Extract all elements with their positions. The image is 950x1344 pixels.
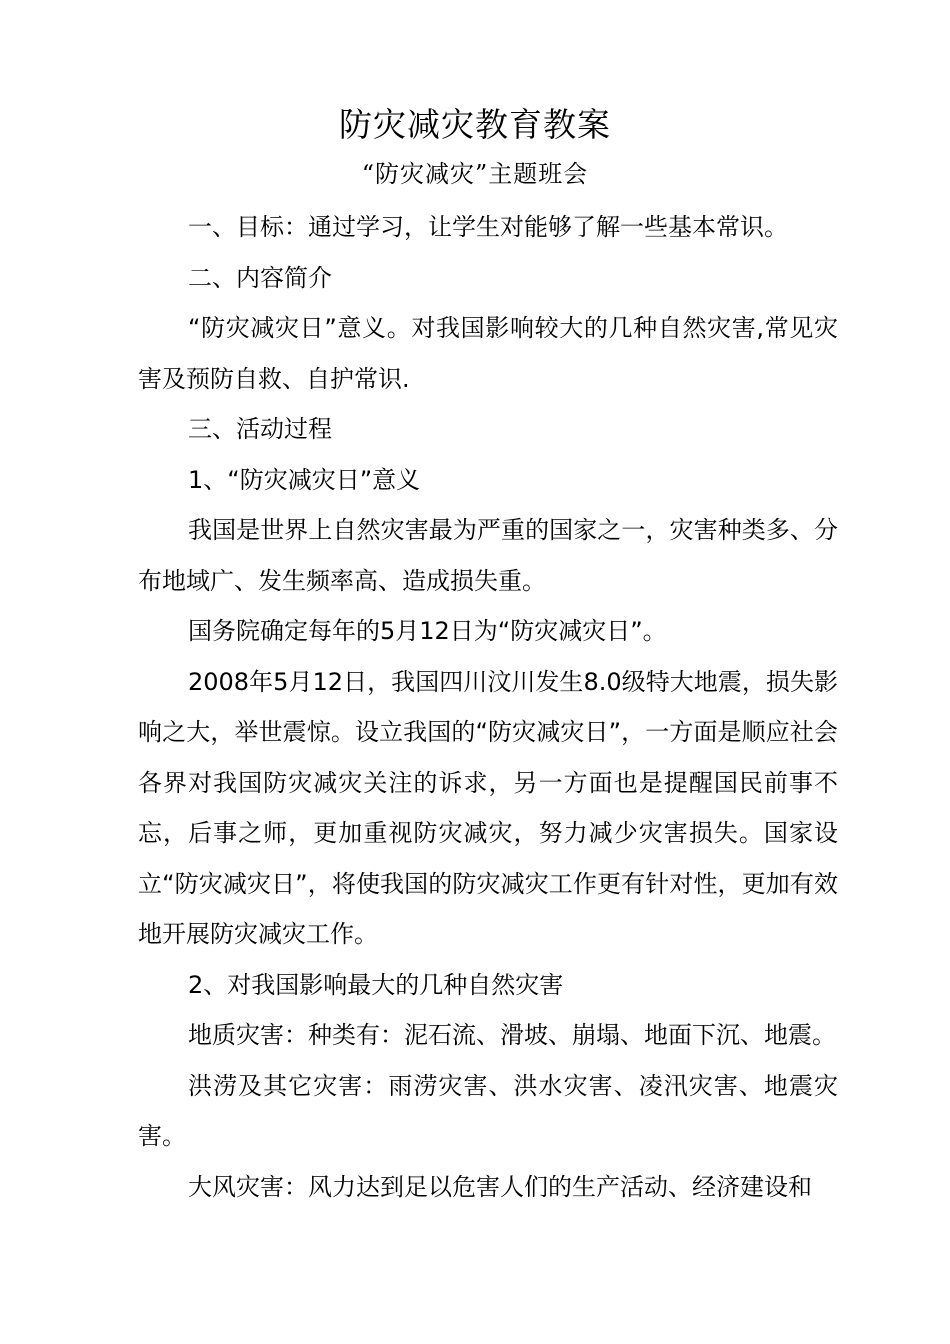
heading-activity-process: 三、活动过程 [188, 415, 332, 443]
paragraph-wind: 大风灾害：风力达到足以危害人们的生产活动、经济建设和 [188, 1172, 812, 1201]
paragraph-disaster-country: 我国是世界上自然灾害最为严重的国家之一，灾害种类多、分布地域广、发生频率高、造成损失重。 [138, 516, 838, 595]
paragraph-flood: 洪涝及其它灾害：雨涝灾害、洪水灾害、凌汛灾害、地震灾害。 [138, 1071, 838, 1150]
document-subtitle: “防灾减灾”主题班会 [361, 160, 589, 188]
heading-content-intro: 二、内容简介 [188, 263, 332, 292]
document-body [138, 202, 838, 1212]
heading-major-disasters: 2、对我国影响最大的几种自然灾害 [188, 970, 564, 999]
heading-day-meaning: 1、“防灾减灾日”意义 [188, 465, 421, 494]
paragraph-geological: 地质灾害：种类有：泥石流、滑坡、崩塌、地面下沉、地震。 [188, 1021, 836, 1049]
paragraph-wenchuan: 2008年5月12日，我国四川汶川发生8.0级特大地震，损失影响之大，举世震惊。设立我国的“防灾减灾日”，一方面是顺应社会各界对我国防灾减灾关注的诉求，另一方面也是提醒国民前事不忘，后事之师，更加重视防灾减灾，努力减少灾害损失。国家设立“防灾减灾日”，将使我国的防灾减灾工作更有针对性，更加有效地开展防灾减灾工作。 [138, 667, 838, 948]
document-title: 防灾减灾教育教案 [339, 105, 611, 144]
paragraph-goal: 一、目标：通过学习，让学生对能够了解一些基本常识。 [188, 213, 788, 241]
paragraph-content-intro: “防灾减灾日”意义。对我国影响较大的几种自然灾害,常见灾害及预防自救、自护常识. [138, 314, 838, 393]
paragraph-state-council: 国务院确定每年的5月12日为“防灾减灾日”。 [188, 617, 667, 645]
